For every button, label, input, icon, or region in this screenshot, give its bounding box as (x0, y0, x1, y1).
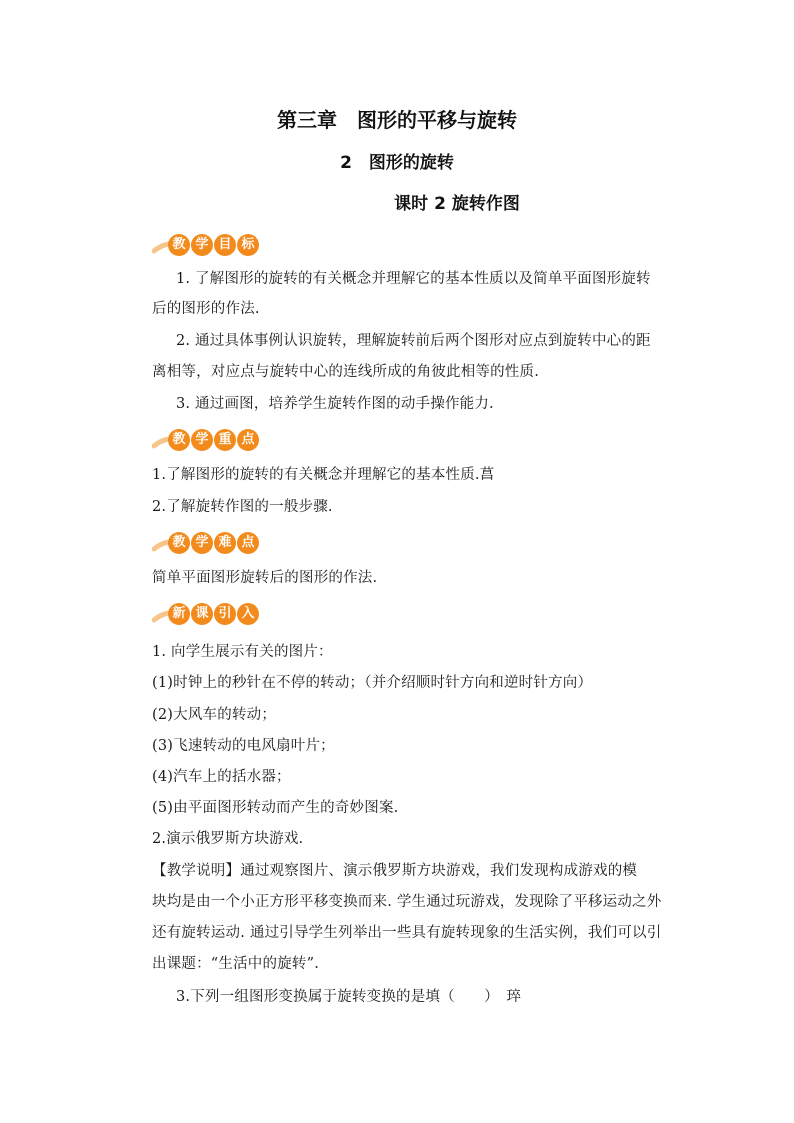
badge-char: 教 (168, 429, 190, 451)
badge-char: 目 (214, 234, 236, 256)
section-badge-teaching-goals (152, 233, 262, 257)
section-badge-intro (152, 602, 262, 626)
badge-char: 教 (168, 234, 190, 256)
difficulty-line: 简单平面图形旋转后的图形的作法. (152, 570, 378, 586)
badge-char: 标 (237, 234, 259, 256)
key-point-line: 1.了解图形的旋转的有关概念并理解它的基本性质.菖 (152, 467, 495, 483)
badge-char: 点 (237, 429, 259, 451)
section-badge-difficulty (152, 531, 262, 555)
intro-line: 1. 向学生展示有关的图片： (152, 644, 333, 660)
goal-line: 离相等，对应点与旋转中心的连线所成的角彼此相等的性质. (152, 364, 540, 380)
goal-line: 2. 通过具体事例认识旋转，理解旋转前后两个图形对应点到旋转中心的距 (176, 333, 651, 349)
section-badge-key-points (152, 428, 262, 452)
intro-line: 2.演示俄罗斯方块游戏. (152, 831, 304, 847)
teaching-note-line: 还有旋转运动. 通过引导学生列举出一些具有旋转现象的生活实例，我们可以引 (152, 925, 662, 941)
intro-line: (5)由平面图形转动而产生的奇妙图案. (152, 800, 399, 816)
section-title: 2 图形的旋转 (340, 153, 454, 173)
key-point-line: 2.了解旋转作图的一般步骤. (152, 499, 333, 515)
badge-char: 学 (191, 532, 213, 554)
intro-line: (2)大风车的转动； (152, 707, 277, 723)
badge-char: 重 (214, 429, 236, 451)
intro-line: (1)时钟上的秒针在不停的转动；（并介绍顺时针方向和逆时针方向） (152, 675, 593, 691)
badge-char: 点 (237, 532, 259, 554)
lesson-title: 课时 2 旋转作图 (394, 194, 520, 214)
badge-char: 学 (191, 234, 213, 256)
badge-char: 新 (168, 603, 190, 625)
teaching-note-line: 【教学说明】通过观察图片、演示俄罗斯方块游戏，我们发现构成游戏的模 (152, 863, 638, 879)
intro-line: (4)汽车上的括水器； (152, 769, 291, 785)
chapter-title: 第三章 图形的平移与旋转 (277, 108, 517, 132)
question-line: 3.下列一组图形变换属于旋转变换的是填（ ） 琗 (176, 989, 522, 1005)
badge-char: 难 (214, 532, 236, 554)
teaching-note-line: 块均是由一个小正方形平移变换而来. 学生通过玩游戏，发现除了平移运动之外 (152, 894, 662, 910)
teaching-note-line: 出课题：“生活中的旋转”. (152, 956, 320, 972)
goal-line: 后的图形的作法. (152, 301, 260, 317)
badge-char: 入 (237, 603, 259, 625)
goal-line: 3. 通过画图，培养学生旋转作图的动手操作能力. (176, 396, 494, 412)
badge-char: 教 (168, 532, 190, 554)
goal-line: 1. 了解图形的旋转的有关概念并理解它的基本性质以及简单平面图形旋转 (176, 271, 651, 287)
badge-char: 学 (191, 429, 213, 451)
intro-line: (3)飞速转动的电风扇叶片； (152, 738, 335, 754)
badge-char: 课 (191, 603, 213, 625)
badge-char: 引 (214, 603, 236, 625)
